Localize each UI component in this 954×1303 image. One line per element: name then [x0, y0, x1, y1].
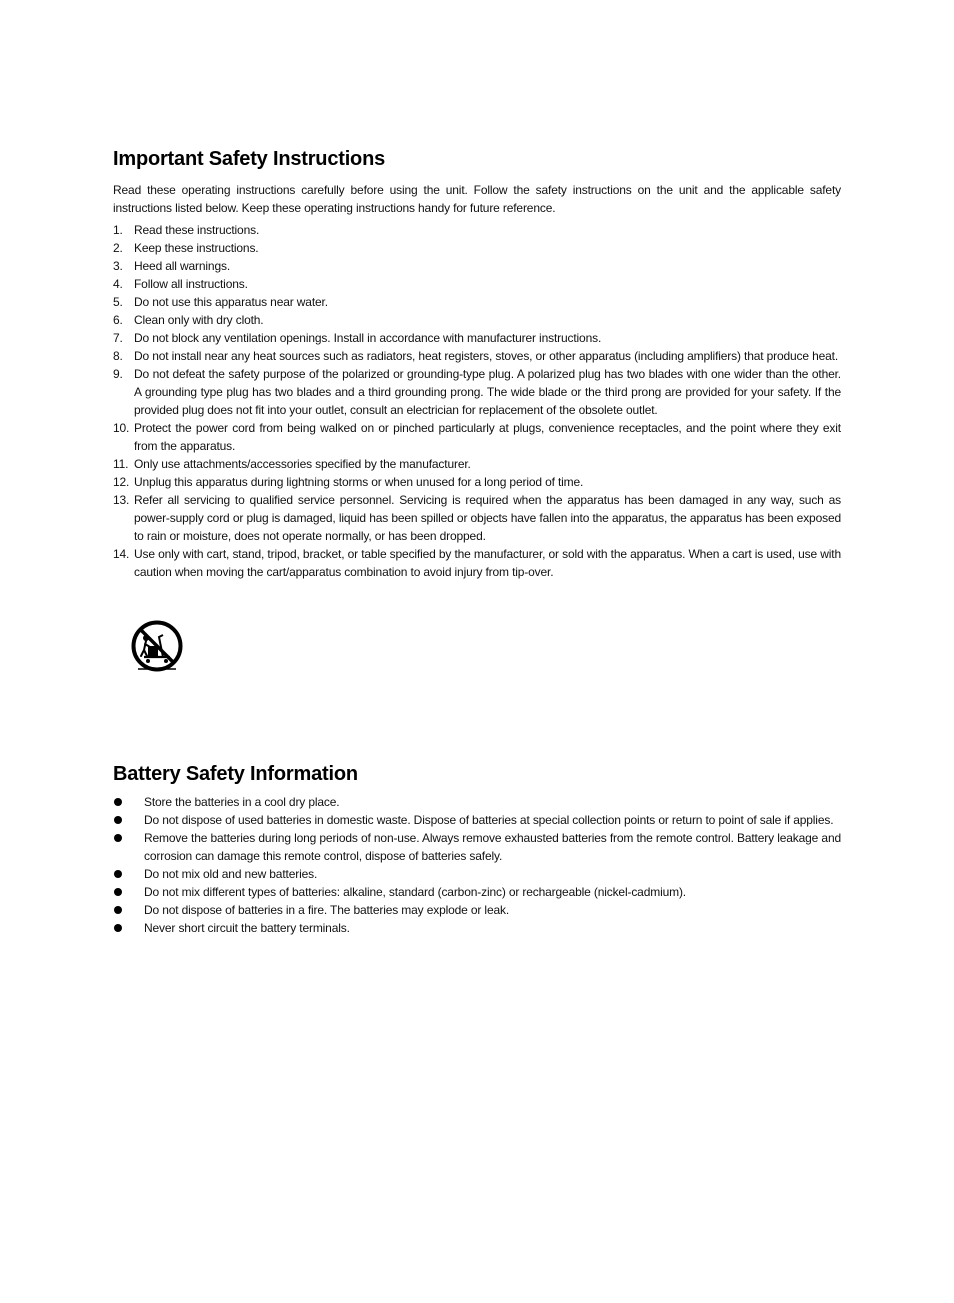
bullet-icon: [114, 924, 122, 932]
item-number: 10.: [113, 421, 130, 435]
bullet-icon: [114, 870, 122, 878]
item-text: Do not defeat the safety purpose of the polarized or grounding-type plug. A polarized plug has two blades with one wider than the other. A grounding type plug has two blades and a third grounding prong. The wide blade or the third prong are provided for your safety. If the provided plug does not fit into your outlet, consult an electrician for replacement of the obsolete outlet.: [134, 367, 841, 417]
list-item: [113, 293, 841, 311]
item-text: Only use attachments/accessories specified by the manufacturer.: [134, 457, 471, 471]
cart-tip-over-warning-icon: [130, 619, 184, 675]
bullet-icon: [114, 834, 122, 842]
list-item: [113, 365, 841, 419]
list-item: [113, 473, 841, 491]
item-text: Use only with cart, stand, tripod, bracket, or table specified by the manufacturer, or sold with the apparatus. When a cart is used, use with caution when moving the cart/apparatus combination to avoid injury from tip-over.: [134, 547, 841, 579]
item-text: Unplug this apparatus during lightning storms or when unused for a long period of time.: [134, 475, 584, 489]
list-item: [113, 257, 841, 275]
item-text: Refer all servicing to qualified service personnel. Servicing is required when the apparatus has been damaged in any way, such as power-supply cord or plug is damaged, liquid has been spilled or objects have fallen into the apparatus, the apparatus has been exposed to rain or moisture, does not operate normally, or has been dropped.: [134, 493, 841, 543]
battery-safety-list: [113, 793, 841, 937]
item-text: Do not mix old and new batteries.: [144, 867, 318, 881]
list-item: [113, 865, 841, 883]
item-text: Follow all instructions.: [134, 277, 248, 291]
bullet-icon: [114, 798, 122, 806]
item-number: 9.: [113, 367, 123, 381]
item-number: 1.: [113, 223, 123, 237]
item-text: Never short circuit the battery terminals.: [144, 921, 350, 935]
item-number: 12.: [113, 475, 130, 489]
list-item: [113, 883, 841, 901]
item-number: 13.: [113, 493, 130, 507]
list-item: [113, 239, 841, 257]
item-text: Heed all warnings.: [134, 259, 231, 273]
item-text: Do not install near any heat sources such as radiators, heat registers, stoves, or other apparatus (including amplifiers) that produce heat.: [134, 349, 839, 363]
item-number: 2.: [113, 241, 123, 255]
list-item: [113, 275, 841, 293]
item-text: Do not mix different types of batteries: alkaline, standard (carbon-zinc) or rechargeable (nickel-cadmium).: [144, 885, 686, 899]
bullet-icon: [114, 816, 122, 824]
list-item: [113, 545, 841, 581]
item-number: 7.: [113, 331, 123, 345]
list-item: [113, 829, 841, 865]
list-item: [113, 491, 841, 545]
list-item: [113, 793, 841, 811]
battery-safety-heading: Battery Safety Information: [113, 763, 358, 785]
item-text: Do not use this apparatus near water.: [134, 295, 328, 309]
item-number: 4.: [113, 277, 123, 291]
bullet-icon: [114, 888, 122, 896]
list-item: [113, 901, 841, 919]
item-number: 8.: [113, 349, 123, 363]
item-number: 14.: [113, 547, 130, 561]
safety-instructions-heading: Important Safety Instructions: [113, 148, 386, 170]
item-number: 11.: [113, 457, 129, 471]
item-text: Clean only with dry cloth.: [134, 313, 264, 327]
bullet-icon: [114, 906, 122, 914]
list-item: [113, 811, 841, 829]
item-number: 6.: [113, 313, 123, 327]
item-text: Do not dispose of used batteries in domestic waste. Dispose of batteries at special collection points or return to point of sale if applies.: [144, 813, 834, 827]
list-item: [113, 919, 841, 937]
item-text: Keep these instructions.: [134, 241, 259, 255]
safety-intro-paragraph: Read these operating instructions carefully before using the unit. Follow the safety instructions on the unit and the applicable safety instructions listed below. Keep these operating instructions handy for future reference.: [113, 183, 841, 215]
list-item: [113, 311, 841, 329]
list-item: [113, 221, 841, 239]
safety-instructions-list: [113, 221, 841, 581]
list-item: [113, 419, 841, 455]
item-text: Store the batteries in a cool dry place.: [144, 795, 340, 809]
item-text: Do not dispose of batteries in a fire. The batteries may explode or leak.: [144, 903, 510, 917]
list-item: [113, 347, 841, 365]
item-text: Remove the batteries during long periods of non-use. Always remove exhausted batteries from the remote control. Battery leakage and corrosion can damage this remote control, dispose of batteries safely.: [144, 831, 841, 863]
item-number: 3.: [113, 259, 123, 273]
item-number: 5.: [113, 295, 123, 309]
item-text: Do not block any ventilation openings. Install in accordance with manufacturer instructions.: [134, 331, 602, 345]
item-text: Protect the power cord from being walked on or pinched particularly at plugs, convenience receptacles, and the point where they exit from the apparatus.: [134, 421, 841, 453]
item-text: Read these instructions.: [134, 223, 260, 237]
list-item: [113, 329, 841, 347]
list-item: [113, 455, 841, 473]
